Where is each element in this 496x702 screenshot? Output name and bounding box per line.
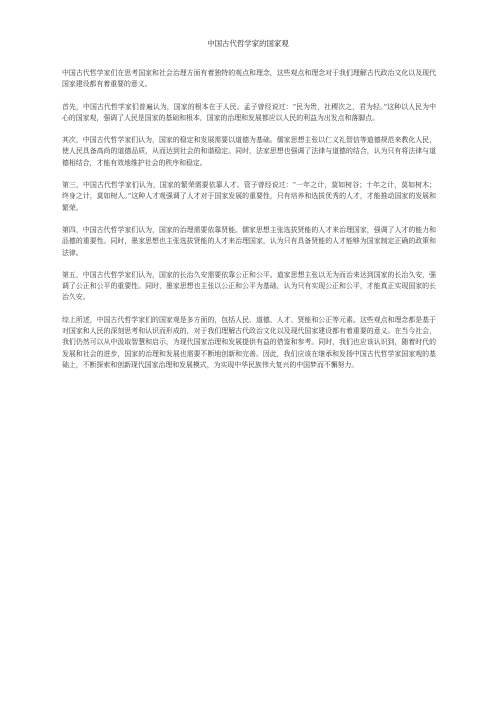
paragraph-intro: 中国古代哲学家们在思考国家和社会治理方面有着独特的观点和理念，这些观点和理念对于我们理解古代政治文化以及现代国家建设都有着重要的意义。 xyxy=(62,69,436,89)
document-body xyxy=(62,68,436,382)
paragraph-conclusion: 综上所述，中国古代哲学家们的国家观是多方面的，包括人民、道德、人才、贤能和公正等元素。这些观点和理念都是基于对国家和人民的深刻思考和认识而形成的，对于我们理解古代政治文化以及现代国家建设都有着重要的意义。在当今社会，我们仍然可以从中汲取智慧和启示，为现代国家治理和发展提供有益的借鉴和参考。同时，我们也应该认识到，随着时代的发展和社会的进步，国家的治理和发展也需要不断地创新和完善。因此，我们应该在继承和发扬中国古代哲学家国家观的基础上，不断探索和创新现代国家治理和发展模式，为实现中华民族伟大复兴的中国梦而不懈努力。 xyxy=(62,315,436,369)
document-title: 中国古代哲学家的国家观 xyxy=(207,39,289,48)
paragraph-fairness: 第五，中国古代哲学家们认为，国家的长治久安需要依靠公正和公平。道家思想主张以无为而治来达到国家的长治久安，强调了公正和公平的重要性。同时，墨家思想也主张以公正和公平为基础，认为只有实现公正和公平，才能真正实现国家的长治久安。 xyxy=(62,270,436,302)
paragraph-talent: 第三，中国古代哲学家们认为，国家的繁荣需要依靠人才。管子曾经说过：“一年之计，莫如树谷；十年之计，莫如树木；终身之计，莫如树人。”这种人才观强调了人才对于国家发展的重要性，只有培养和选拔优秀的人才，才能推动国家的发展和繁荣。 xyxy=(62,181,436,212)
paragraph-virtue: 第四，中国古代哲学家们认为，国家的治理需要依靠贤能。儒家思想主张选拔贤能的人才来治理国家，强调了人才的能力和品德的重要性。同时，墨家思想也主张选拔贤能的人才来治理国家，认为只有具备贤能的人才能够为国家制定正确的政策和法律。 xyxy=(62,225,436,257)
paragraph-people: 首先，中国古代哲学家们普遍认为，国家的根本在于人民。孟子曾经说过：“民为贵，社稷次之，君为轻。”这种以人民为中心的国家观，强调了人民是国家的基础和根本，国家的治理和发展都应以人民的利益为出发点和落脚点。 xyxy=(62,102,436,122)
paragraph-morality: 其次，中国古代哲学家们认为，国家的稳定和发展需要以道德为基础。儒家思想主张以仁义礼智信等道德规范来教化人民，使人民具备高尚的道德品质，从而达到社会的和谐稳定。同时，法家思想也强调了法律与道德的结合，认为只有将法律与道德相结合，才能有效地维护社会的秩序和稳定。 xyxy=(62,136,436,167)
